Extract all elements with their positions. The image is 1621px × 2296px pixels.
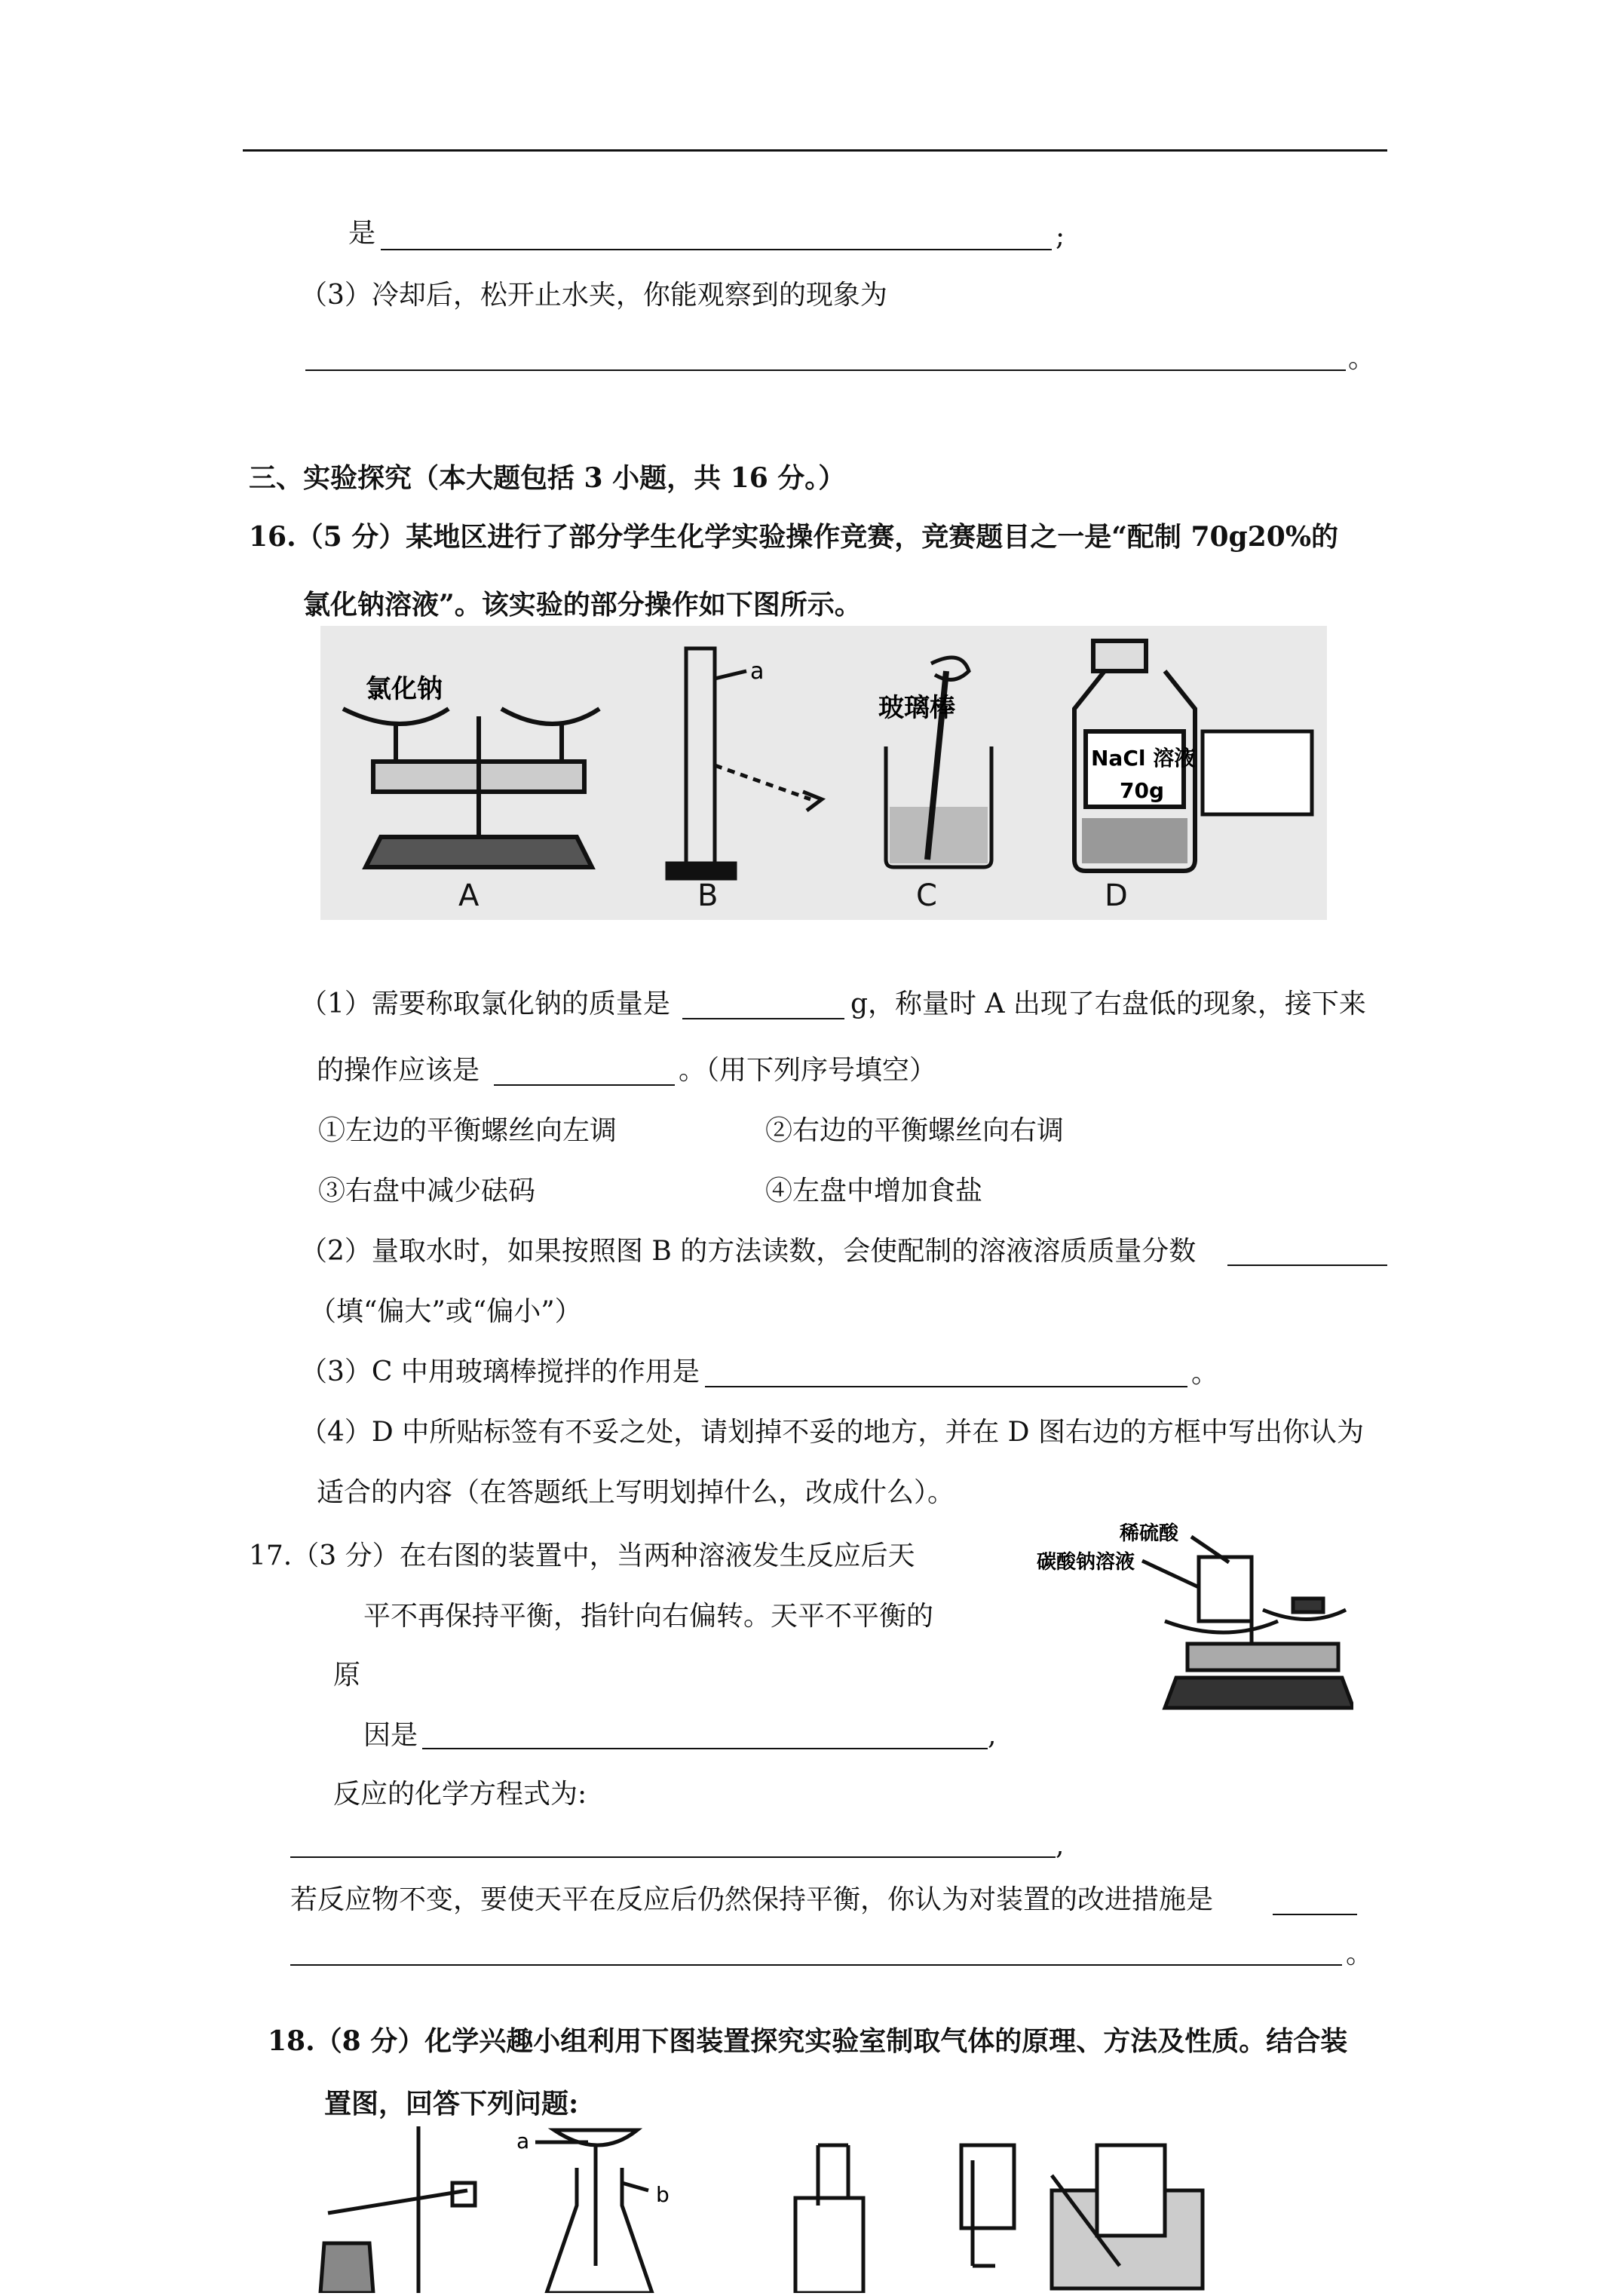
flask-with-funnel-icon (535, 2130, 652, 2293)
label-bottle-name: NaCl 溶液 (1091, 746, 1196, 771)
answer-blank[interactable] (494, 1084, 675, 1086)
water-trough-collection-icon (1052, 2145, 1203, 2288)
option-3: ③右盘中减少砝码 (318, 1176, 536, 1206)
q17-line2: 平不再保持平衡，指针向右偏转。天平不平衡的 (363, 1601, 934, 1632)
answer-box[interactable] (1203, 731, 1312, 814)
option-4: ④左盘中增加食盐 (765, 1176, 983, 1206)
q18-figure-drawing (305, 2115, 1436, 2293)
answer-blank[interactable] (422, 1748, 988, 1749)
inverted-bottle-icon (961, 2145, 1014, 2266)
figure-label-d: D (1105, 878, 1128, 913)
answer-blank[interactable] (705, 1386, 1187, 1387)
q17-line6-end: , (1056, 1830, 1065, 1861)
gas-collection-bottle-icon (795, 2145, 863, 2293)
q15-line1-end: ; (1056, 221, 1065, 252)
q16-p4-line1: （4）D 中所贴标签有不妥之处，请划掉不妥的地方，并在 D 图右边的方框中写出你认为 (300, 1417, 1364, 1448)
cylinder-b-icon (667, 648, 822, 878)
label-b: b (656, 2182, 670, 2207)
q17-line4-a: 因是 (363, 1720, 418, 1751)
q18-figure (305, 2115, 1436, 2293)
q17-figure-drawing (1037, 1516, 1353, 1719)
q16-p1-line1-b: g，称量时 A 出现了右盘低的现象，接下来 (850, 989, 1366, 1019)
q17-figure (1037, 1516, 1353, 1719)
q16-p1-line1-a: （1）需要称取氯化钠的质量是 (300, 989, 670, 1019)
beaker-c-icon (886, 658, 991, 867)
q16-p2-line2: （填“偏大”或“偏小”） (309, 1296, 582, 1327)
q16-p3-a: （3）C 中用玻璃棒搅拌的作用是 (300, 1356, 700, 1387)
answer-blank[interactable] (381, 249, 1052, 250)
q16-stem-line2: 氯化钠溶液”。该实验的部分操作如下图所示。 (303, 589, 862, 621)
answer-blank[interactable] (1227, 1264, 1387, 1266)
figure-label-c: C (916, 878, 937, 913)
label-glass-rod: 玻璃棒 (878, 693, 955, 723)
option-2: ②右边的平衡螺丝向右调 (765, 1115, 1065, 1146)
q16-p4-line2: 适合的内容（在答题纸上写明划掉什么，改成什么）。 (317, 1477, 955, 1508)
answer-blank[interactable] (290, 1964, 1342, 1966)
q17-line7: 若反应物不变，要使天平在反应后仍然保持平衡，你认为对装置的改进措施是 (290, 1884, 1214, 1915)
balance-a-icon (343, 709, 599, 867)
label-a: a (750, 658, 765, 685)
q18-line2: 置图，回答下列问题: (324, 2088, 579, 2120)
option-1: ①左边的平衡螺丝向左调 (318, 1115, 617, 1146)
q15-line1-prefix: 是 (348, 218, 376, 249)
label-bottle-mass: 70g (1120, 778, 1165, 803)
answer-blank[interactable] (290, 1856, 1056, 1858)
q16-p3-b: 。 (1191, 1358, 1219, 1389)
q16-figure (320, 626, 1327, 920)
q17-line1: 17.（3 分）在右图的装置中，当两种溶液发生反应后天 (249, 1540, 915, 1571)
answer-blank[interactable] (682, 1018, 844, 1019)
figure-label-a: A (458, 878, 480, 913)
q18-line1: 18.（8 分）化学兴趣小组利用下图装置探究实验室制取气体的原理、方法及性质。结合装 (268, 2025, 1348, 2057)
answer-blank[interactable] (305, 369, 1346, 371)
q15-part3: （3）冷却后，松开止水夹，你能观察到的现象为 (300, 280, 887, 311)
header-rule (243, 149, 1387, 152)
section-heading: 三、实验探究（本大题包括 3 小题，共 16 分。） (249, 462, 846, 494)
label-dilute-sulfuric-acid: 稀硫酸 (1120, 1522, 1179, 1545)
q15-part3-end: 。 (1348, 343, 1376, 374)
q16-stem-line1: 16.（5 分）某地区进行了部分学生化学实验操作竞赛，竞赛题目之一是“配制 70g20%的 (249, 521, 1339, 553)
figure-label-b: B (697, 878, 719, 913)
label-a: a (516, 2129, 530, 2153)
label-nacl: 氯化钠 (366, 674, 443, 704)
label-sodium-carbonate: 碳酸钠溶液 (1037, 1551, 1135, 1574)
q16-figure-drawing (320, 626, 1327, 920)
q17-line3: 原 (333, 1660, 361, 1691)
q17-line8-end: 。 (1346, 1939, 1374, 1970)
q17-line5: 反应的化学方程式为: (333, 1779, 587, 1810)
answer-blank[interactable] (1273, 1914, 1357, 1915)
test-tube-heating-apparatus-icon (320, 2126, 475, 2293)
q16-p1-line2-a: 的操作应该是 (317, 1055, 480, 1086)
q16-p2-line1: （2）量取水时，如果按照图 B 的方法读数，会使配制的溶液溶质质量分数 (300, 1236, 1197, 1267)
q17-line4-b: , (988, 1720, 997, 1751)
q16-p1-line2-b: 。（用下列序号填空） (679, 1055, 937, 1086)
balance-with-beaker-icon (1142, 1537, 1353, 1708)
